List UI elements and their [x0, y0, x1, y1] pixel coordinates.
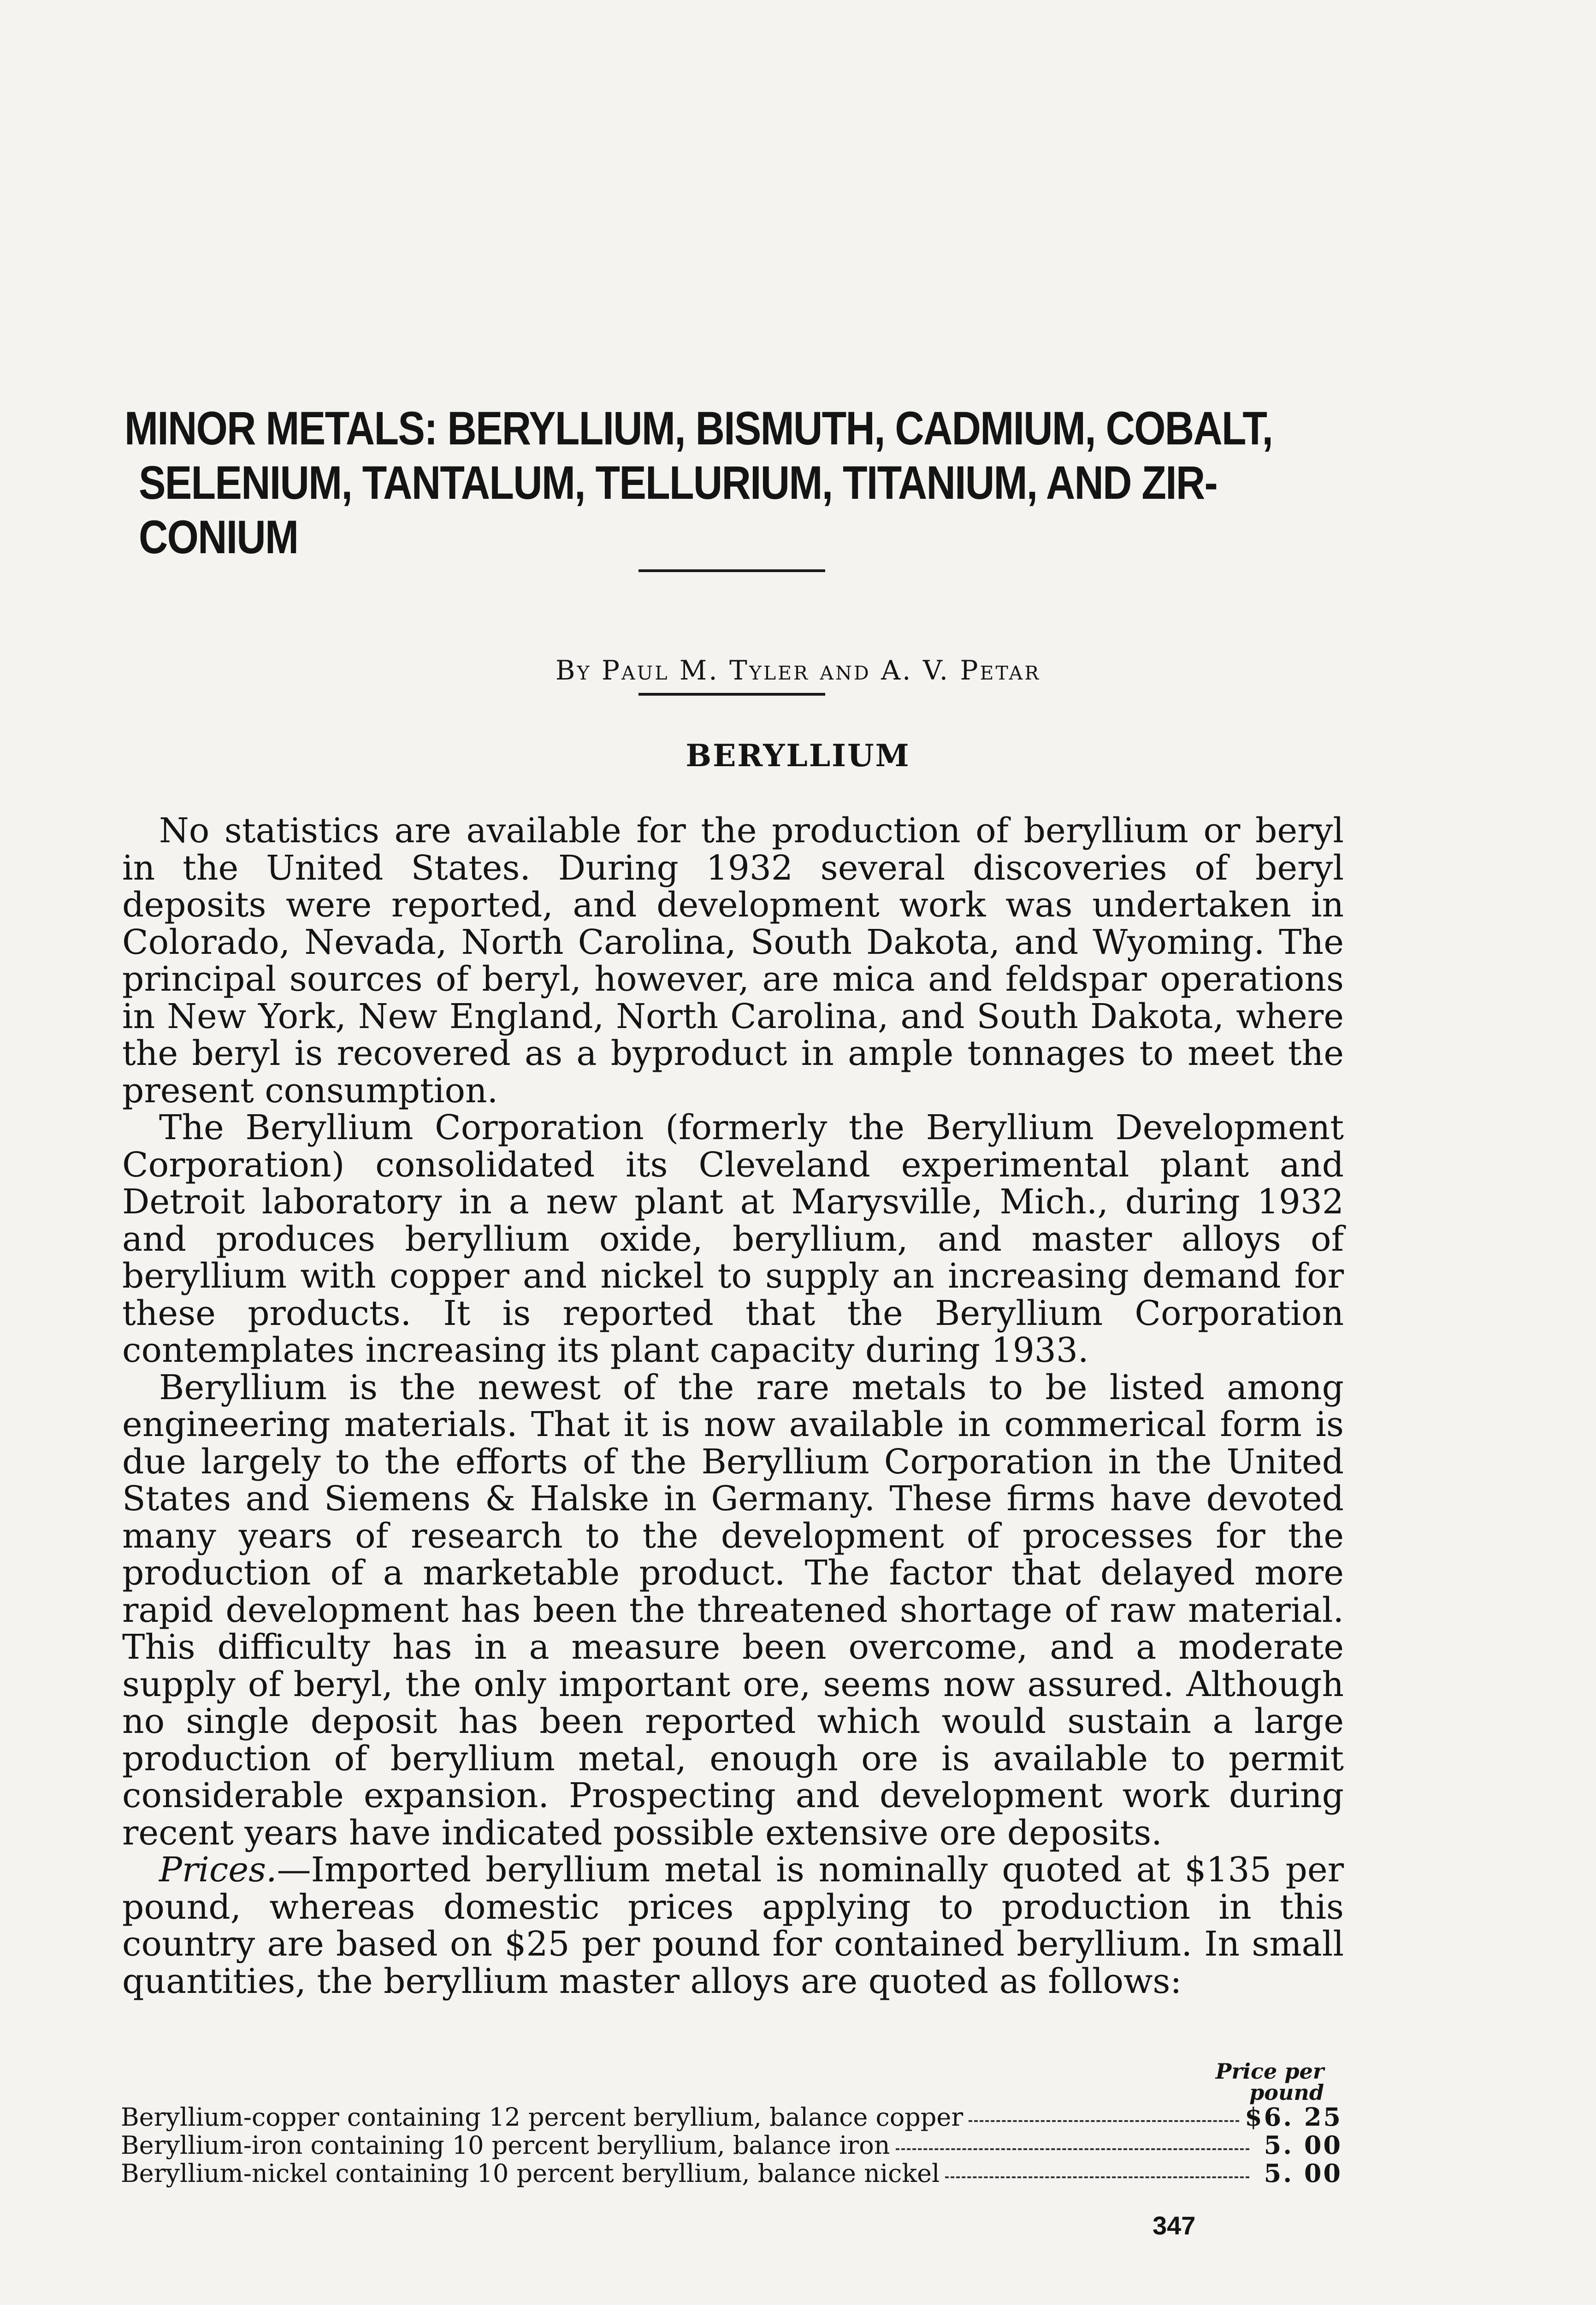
paragraph-3	[122, 1369, 1344, 1852]
price-header-line-1: Price per	[1215, 2059, 1324, 2084]
paragraph-text: No statistics are available for the production of beryllium or beryl in the United States. During 1932 several discoveries of beryl deposits were reported, and development work was undertaken in Colorado, Nevada, North Carolina, South Dakota, and Wyoming. The principal sources of beryl, however, are mica and feldspar operations in New York, New England, North Carolina, and South Dakota, where the beryl is recovered as a byproduct in ample tonnages to meet the present consumption.	[122, 811, 1344, 1111]
price-header-line-2: pound	[1249, 2080, 1324, 2105]
title-divider	[638, 569, 825, 572]
paragraph-text: —Imported beryllium metal is nominally quoted at $135 per pound, whereas domestic prices applying to production in this country are based on $25 per pound for contained beryllium. In small quantities, the beryllium master alloys are quoted as follows:	[122, 1850, 1344, 2001]
author-byline: By Paul M. Tyler and A. V. Petar	[555, 655, 1041, 686]
title-line-3: CONIUM	[138, 511, 298, 563]
paragraph-text: The Beryllium Corporation (formerly the Beryllium Development Corporation) consolidated its Cleveland experimental plant and Detroit laboratory in a new plant at Marysville, Mich., during 1932 and produces beryllium oxide, beryllium, and master alloys of beryllium with copper and nickel to supply an increasing demand for these products. It is reported that the Beryllium Corporation contemplates increasing its plant capacity during 1933.	[122, 1108, 1344, 1370]
price-row-description: Beryllium-iron containing 10 percent beryllium, balance iron	[121, 2131, 890, 2160]
price-row-value: 5. 00	[1264, 2158, 1342, 2188]
paragraph-lead: Prices.	[159, 1850, 277, 1890]
paragraph-text: Beryllium is the newest of the rare metals to be listed among engineering materials. That it is now available in commerical form is due largely to the efforts of the Beryllium Corporation in the United States and Siemens & Halske in Germany. These firms have devoted many years of research to the development of processes for the production of a marketable product. The factor that delayed more rapid development has been the threatened shortage of raw material. This difficulty has in a measure been overcome, and a moderate supply of beryl, the only important ore, seems now assured. Although no single deposit has been reported which would sustain a large production of beryllium metal, enough ore is available to permit considerable expansion. Prospecting and development work during recent years have indicated possible extensive ore deposits.	[122, 1367, 1344, 1853]
price-row	[121, 2159, 1342, 2187]
title-line-2: SELENIUM, TANTALUM, TELLURIUM, TITANIUM, AND ZIR-	[138, 456, 1218, 509]
price-table	[121, 2061, 1342, 2187]
price-row-value: $6. 25	[1245, 2102, 1342, 2132]
dot-leader	[969, 2120, 1239, 2122]
page-number: 347	[1153, 2211, 1196, 2240]
dot-leader	[945, 2176, 1249, 2178]
article-body	[122, 812, 1344, 2000]
price-row-description: Beryllium-nickel containing 10 percent beryllium, balance nickel	[121, 2159, 940, 2188]
byline-divider	[638, 693, 825, 696]
price-row	[121, 2131, 1342, 2159]
paragraph-4	[122, 1851, 1344, 2000]
article-title	[124, 401, 1273, 564]
paragraph-1	[122, 812, 1344, 1109]
paragraph-2	[122, 1109, 1344, 1369]
price-table-header	[121, 2061, 1342, 2103]
section-heading: BERYLLIUM	[686, 738, 910, 774]
price-row-value: 5. 00	[1264, 2130, 1342, 2160]
title-line-1: MINOR METALS: BERYLLIUM, BISMUTH, CADMIUM, COBALT,	[124, 402, 1273, 455]
price-row-description: Beryllium-copper containing 12 percent beryllium, balance copper	[121, 2103, 964, 2132]
dot-leader	[896, 2148, 1249, 2150]
price-row	[121, 2103, 1342, 2131]
